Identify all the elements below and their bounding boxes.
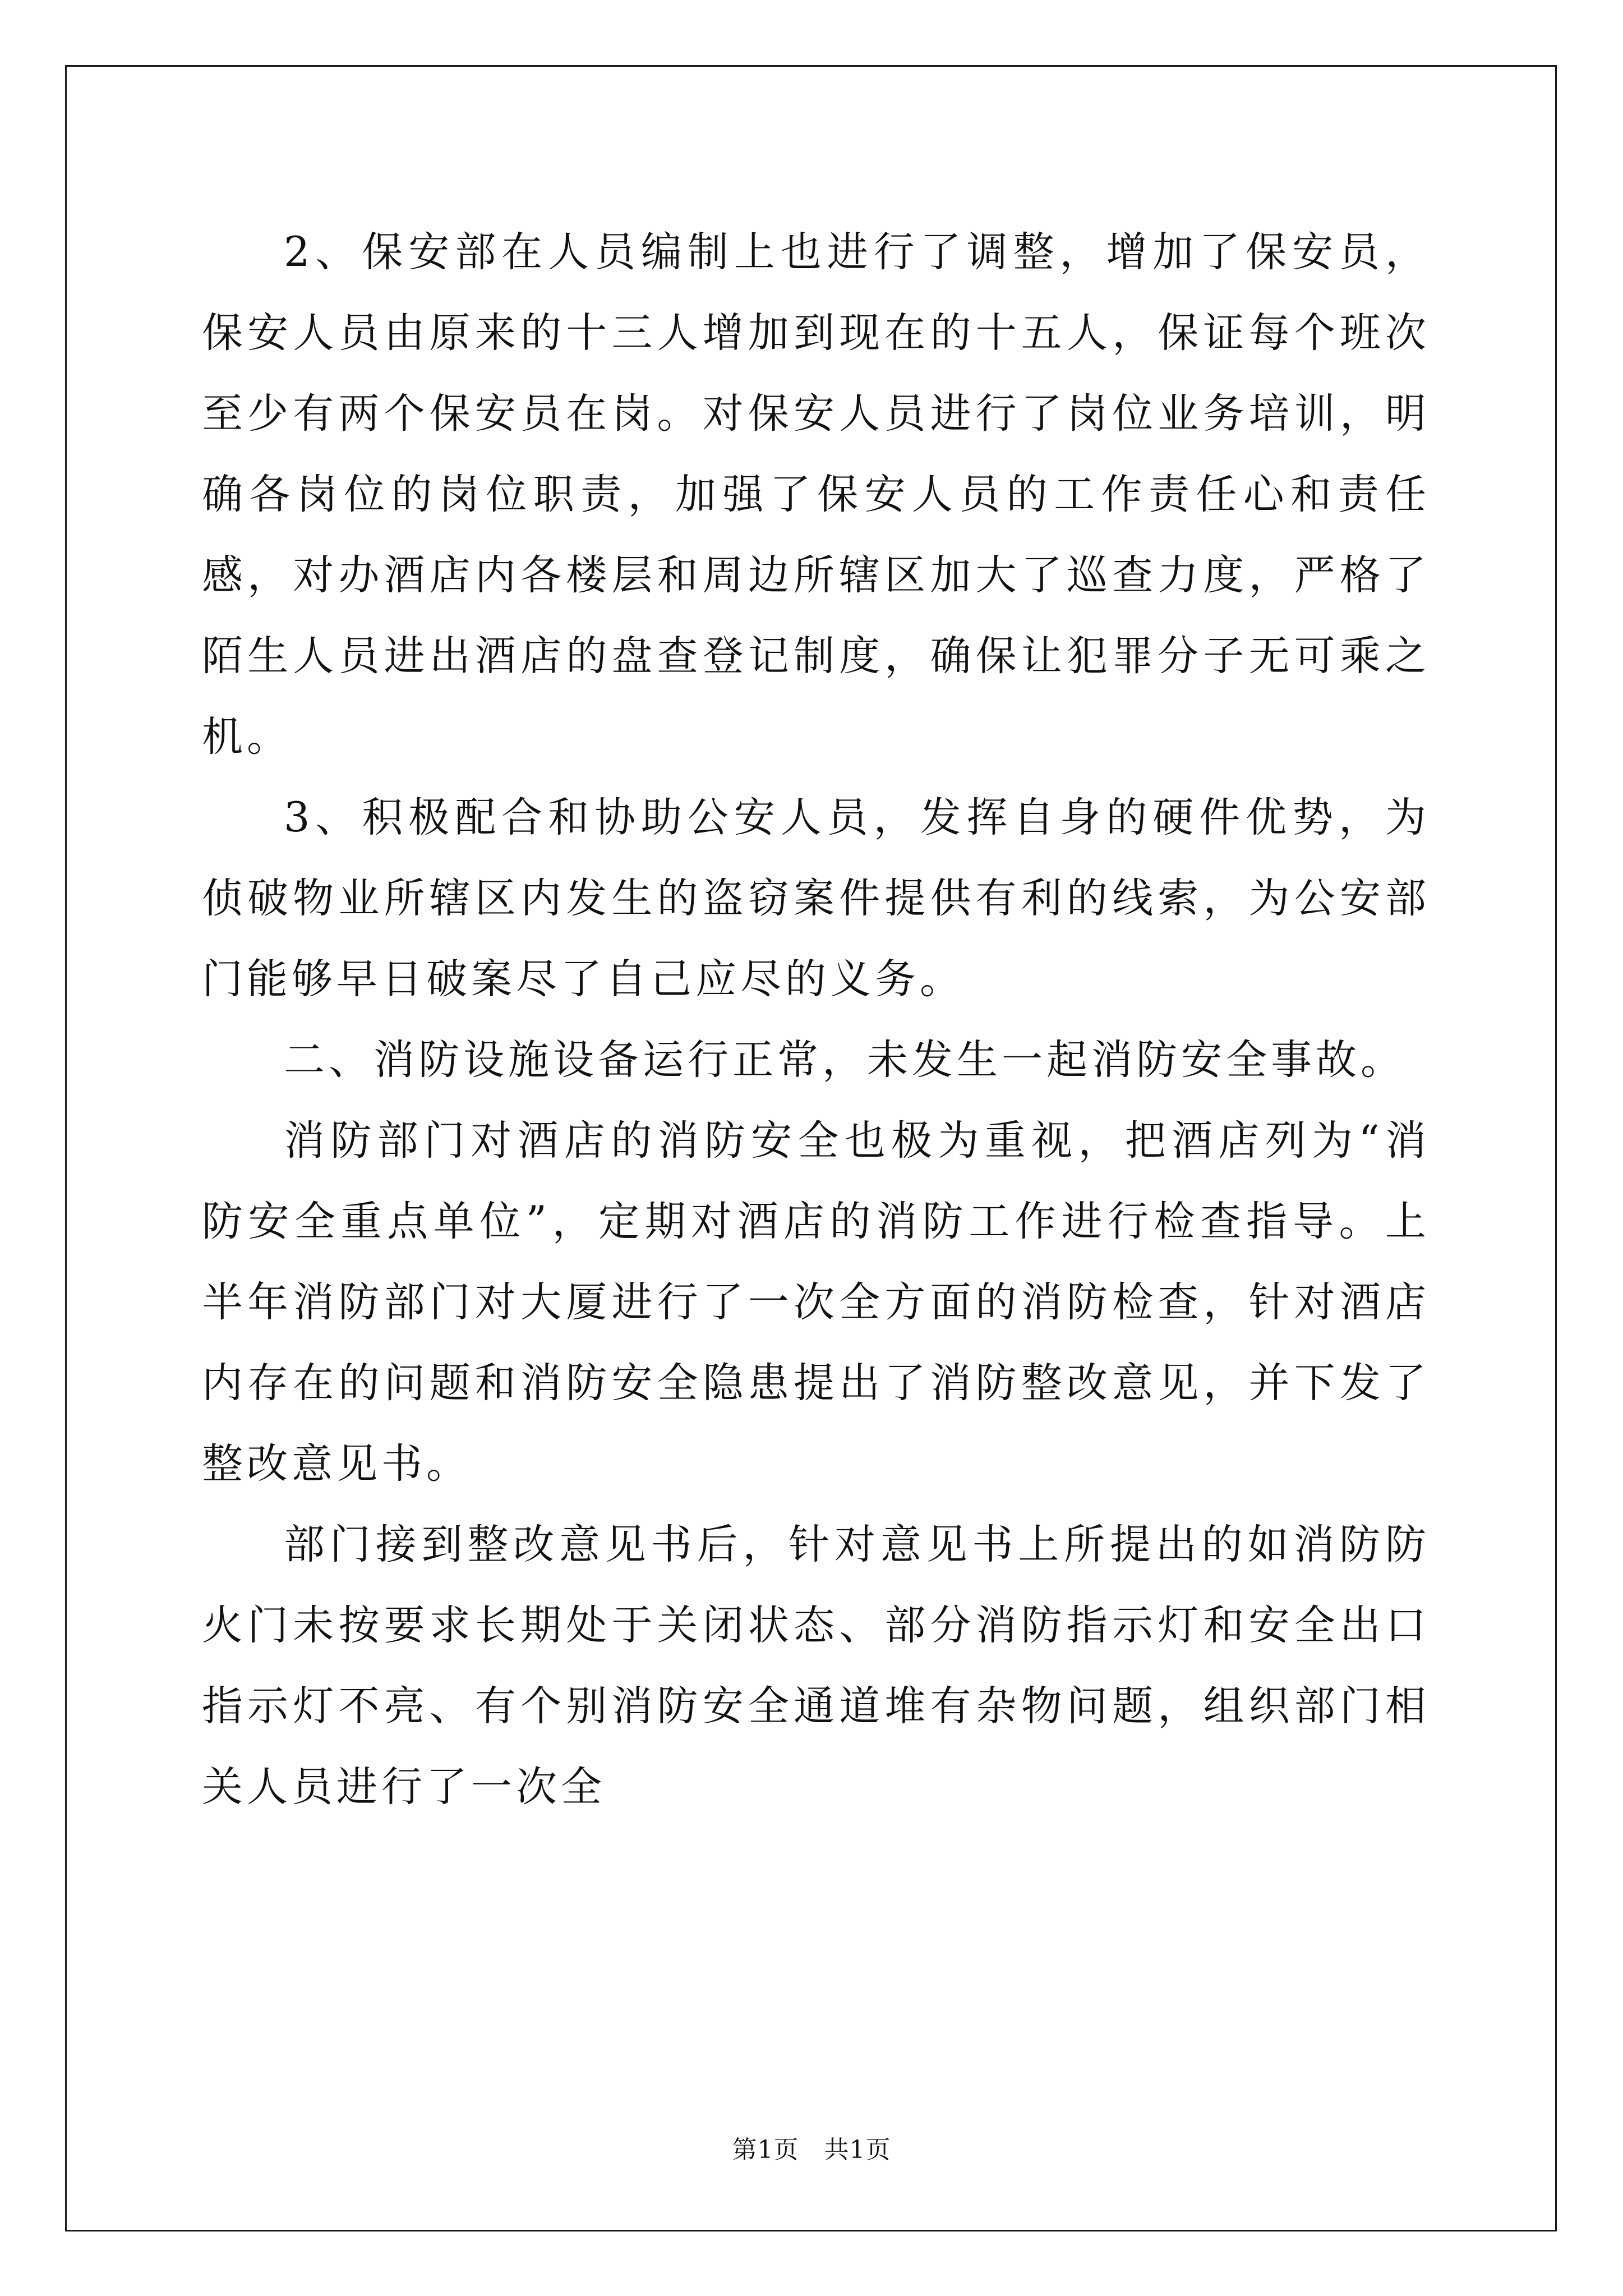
paragraph-1: 2、保安部在人员编制上也进行了调整，增加了保安员，保安人员由原来的十三人增加到现在的十五人，保证每个班次至少有两个保安员在岗。对保安人员进行了岗位业务培训，明确各岗位的岗位职责，加强了保安人员的工作责任心和责任感，对办酒店内各楼层和周边所辖区加大了巡查力度，严格了陌生人员进出酒店的盘查登记制度，确保让犯罪分子无可乘之机。 bbox=[202, 228, 1430, 761]
paragraph-2: 3、积极配合和协助公安人员，发挥自身的硬件优势，为侦破物业所辖区内发生的盗窃案件提供有利的线索，为公安部门能够早日破案尽了自己应尽的义务。 bbox=[202, 794, 1430, 1003]
paragraph-3: 二、消防设施设备运行正常，未发生一起消防安全事故。 bbox=[284, 1036, 1405, 1084]
page-footer: 第1页 共1页 bbox=[732, 2136, 891, 2164]
paragraph-5: 部门接到整改意见书后，针对意见书上所提出的如消防防火门未按要求长期处于关闭状态、部分消防指示灯和安全出口指示灯不亮、有个别消防安全通道堆有杂物问题，组织部门相关人员进行了一次全 bbox=[202, 1521, 1430, 1811]
document-body bbox=[202, 212, 1430, 1828]
paragraph-4: 消防部门对酒店的消防安全也极为重视，把酒店列为“消防安全重点单位”，定期对酒店的消防工作进行检查指导。上半年消防部门对大厦进行了一次全方面的消防检查，针对酒店内存在的问题和消防安全隐患提出了消防整改意见，并下发了整改意见书。 bbox=[202, 1117, 1430, 1488]
